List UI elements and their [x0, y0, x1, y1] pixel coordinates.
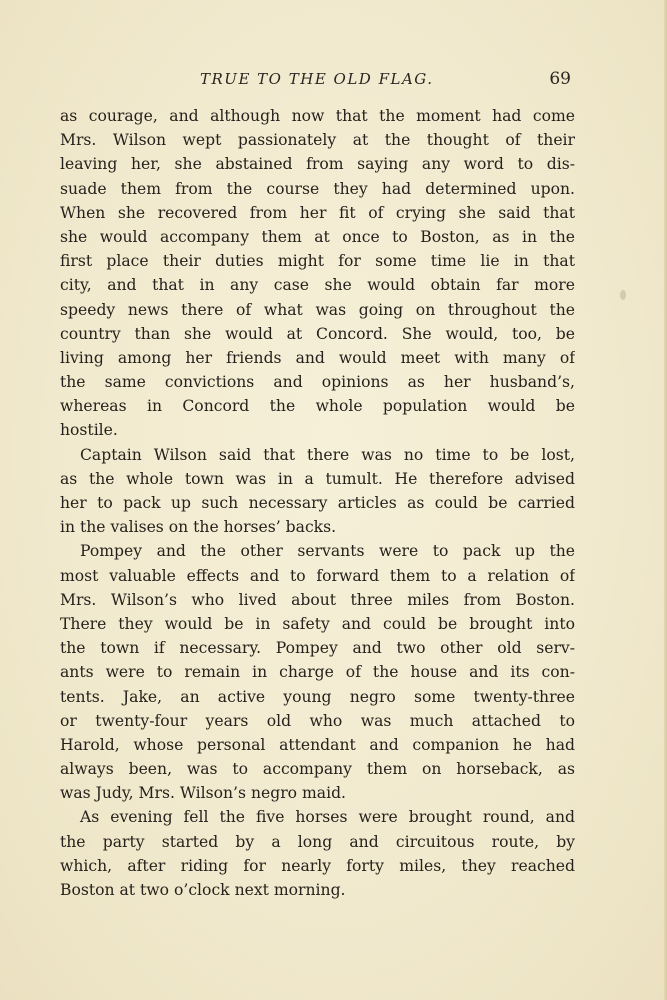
text-line: was Judy, Mrs. Wilson’s negro maid. [60, 784, 347, 803]
text-line: most valuable effects and to forward them to a relation of [60, 566, 575, 585]
text-line: hostile. [60, 421, 118, 440]
text-line: the party started by a long and circuitous route, by [60, 832, 575, 851]
text-line: the same convictions and opinions as her husband’s, [60, 373, 575, 392]
text-line: Boston at two o’clock next morning. [60, 881, 346, 899]
text-line: as the whole town was in a tumult. He therefore advised [60, 469, 575, 488]
text-line: living among her friends and would meet with many of [60, 348, 575, 367]
text-line: speedy news there of what was going on throughout the [60, 300, 575, 319]
text-line: her to pack up such necessary articles as could be carried [60, 494, 575, 512]
text-line: as courage, and although now that the moment had come [60, 107, 575, 125]
text-line: ants were to remain in charge of the house and its con- [60, 663, 575, 682]
text-line: Pompey and the other servants were to pack up the [80, 542, 575, 561]
page-number: 69 [549, 69, 571, 89]
text-line: Mrs. Wilson wept passionately at the thought of their [60, 131, 575, 150]
running-title: TRUE TO THE OLD FLAG. [200, 70, 434, 88]
text-line: tents. Jake, an active young negro some twenty-three [60, 687, 575, 706]
running-head [60, 70, 575, 94]
text-line: whereas in Concord the whole population would be [60, 397, 575, 416]
paper-speck [620, 290, 626, 300]
text-line: the town if necessary. Pompey and two other old serv- [60, 639, 575, 658]
text-line: As evening fell the five horses were brought round, and [80, 808, 575, 827]
text-line: city, and that in any case she would obtain far more [60, 276, 575, 295]
text-line: Mrs. Wilson’s who lived about three miles from Boston. [60, 590, 575, 609]
text-line: Harold, whose personal attendant and companion he had [60, 735, 575, 754]
text-line: first place their duties might for some time lie in that [60, 252, 575, 271]
text-line: Captain Wilson said that there was no time to be lost, [80, 445, 575, 464]
body-text [60, 104, 575, 902]
text-line: always been, was to accompany them on horseback, as [60, 760, 575, 779]
text-line: leaving her, she abstained from saying any word to dis- [60, 155, 575, 174]
text-line: When she recovered from her fit of crying she said that [60, 203, 575, 222]
text-line: she would accompany them at once to Boston, as in the [60, 227, 575, 246]
text-line: which, after riding for nearly forty miles, they reached [60, 856, 575, 875]
text-line: suade them from the course they had determined upon. [60, 179, 575, 198]
text-line: country than she would at Concord. She would, too, be [60, 324, 575, 343]
text-line: in the valises on the horses’ backs. [60, 518, 337, 537]
text-line: or twenty-four years old who was much attached to [60, 711, 575, 730]
text-line: There they would be in safety and could be brought into [60, 614, 575, 633]
